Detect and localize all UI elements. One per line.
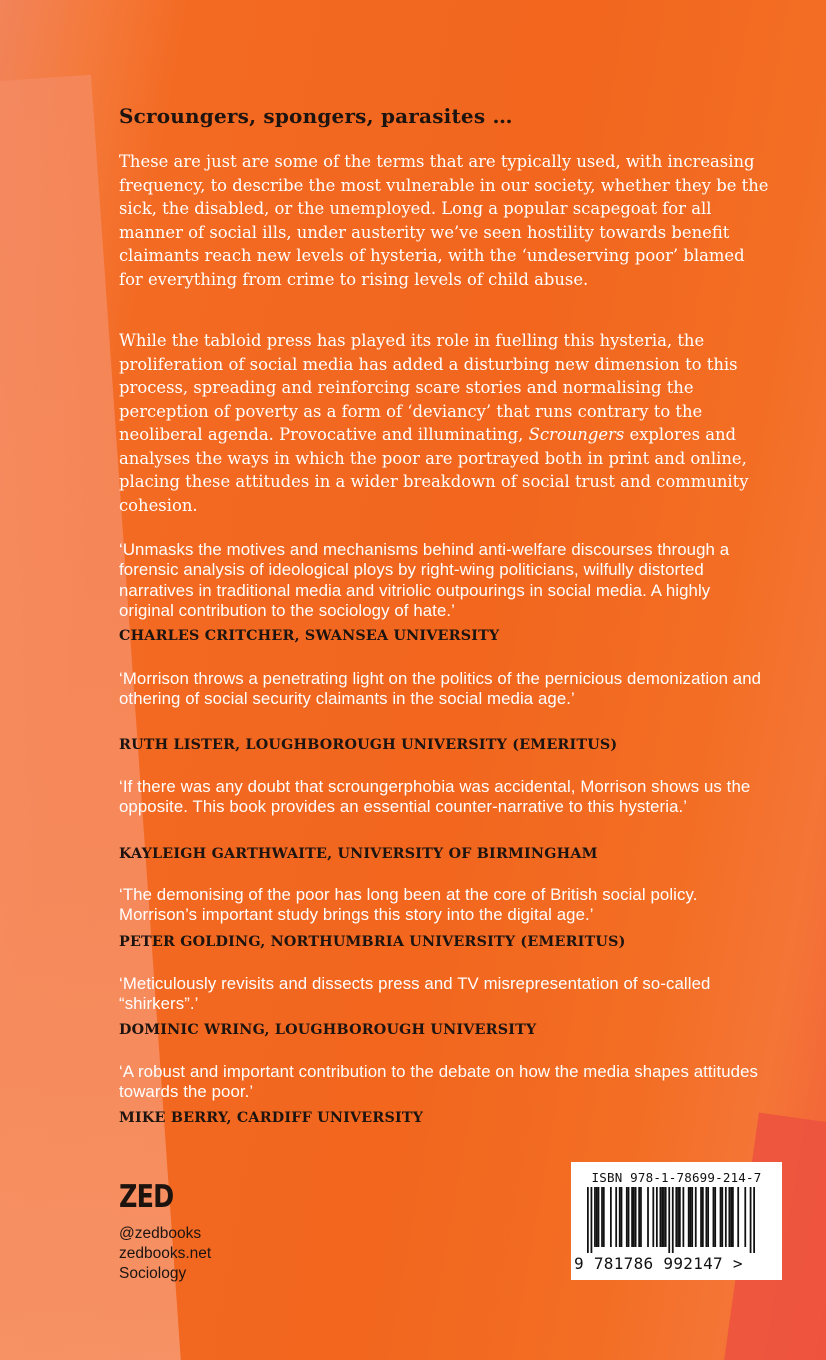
barcode-bar [702,1187,704,1247]
barcode-bar [677,1187,679,1247]
barcode-bar [725,1187,727,1247]
isbn-label: ISBN 978-1-78699-214-7 [591,1170,762,1185]
endorsement-attribution-5: DOMINIC WRING, LOUGHBOROUGH UNIVERSITY [119,1022,537,1038]
book-category: Sociology [119,1265,187,1282]
barcode-digits: 9 781786 992147 > [574,1254,743,1273]
barcode-bar [707,1187,709,1247]
blurb-paragraph-2-start: While the tabloid press has played its role in fuelling this hysteria, the proliferation of social media has added a disturbing new dimension to this process, spreading and reinforcing scare stories and normalising the perception of poverty as a form of ‘deviancy’ that runs contrary to the neoliberal agenda. Provocative and illuminating, [119,331,738,444]
barcode-bar [753,1187,755,1253]
publisher-handle: @zedbooks [119,1225,202,1242]
barcode-bar [728,1187,730,1247]
barcode-bar [594,1187,596,1247]
book-title-inline: Scroungers [528,425,625,444]
barcode-bar [638,1187,640,1247]
barcode-bar [640,1187,642,1247]
barcode-bar [714,1187,716,1247]
publisher-block [119,1180,211,1284]
blurb-heading: Scroungers, spongers, parasites … [119,104,513,128]
barcode-bar [615,1187,617,1247]
barcode-bar [660,1187,662,1247]
endorsement-quote-5: ‘Meticulously revisits and dissects press and TV misrepresentation of so-called “shirkers”.’ [119,974,711,1014]
barcode-bar [631,1187,633,1247]
barcode-bar [750,1187,752,1253]
barcode-bar [668,1187,670,1253]
endorsement-quote-1: ‘Unmasks the motives and mechanisms behind anti-welfare discourses through a forensic analysis of ideological ploys by right-wing politicians, wilfully distorted narratives in traditional media and vitriolic outpourings in social media. A highly original contribution to the sociology of hate.’ [119,540,730,621]
barcode-bar [619,1187,621,1247]
barcode-bar [591,1187,593,1253]
barcode-bar [656,1187,658,1247]
barcode-bar [682,1187,684,1247]
publisher-website: zedbooks.net [119,1245,212,1262]
barcode-bar [679,1187,681,1247]
barcode-bar [663,1187,665,1247]
barcode-bar [672,1187,674,1253]
endorsement-attribution-1: CHARLES CRITCHER, SWANSEA UNIVERSITY [119,628,500,644]
blurb-paragraph-2 [119,329,769,517]
barcode-bar [730,1187,732,1247]
blurb-paragraph-1: These are just are some of the terms that are typically used, with increasing frequency, to describe the most vulnerable in our society, whether they be the sick, the disabled, or the unemployed. Long a popular scapegoat for all manner of social ills, under austerity we’ve seen hostility towards benefit claimants reach new levels of hysteria, with the ‘undeserving poor’ blamed for everything from crime to rising levels of child abuse. [119,152,769,289]
barcode-bar [705,1187,707,1247]
barcode-bar [652,1187,654,1247]
barcode-bar [601,1187,603,1247]
barcode-bar [587,1187,589,1253]
barcode-bar [720,1187,722,1247]
barcode-bar [713,1187,715,1247]
barcode-bar [635,1187,637,1247]
barcode-bar [675,1187,677,1247]
endorsement-quote-2: ‘Morrison throws a penetrating light on the politics of the pernicious demonization and othering of social security claimants in the social media age.’ [119,669,762,709]
barcode-bar [721,1187,723,1247]
endorsement-quote-4: ‘The demonising of the poor has long been at the core of British social policy. Morrison’s important study brings this story into the digital age.’ [119,885,698,925]
endorsement-attribution-3: KAYLEIGH GARTHWAITE, UNIVERSITY OF BIRMINGHAM [119,846,598,862]
endorsement-quote-6: ‘A robust and important contribution to the debate on how the media shapes attitudes towards the poor.’ [119,1062,759,1102]
barcode-bar [598,1187,600,1247]
barcode-panel [571,1162,782,1280]
barcode-bar [621,1187,623,1247]
endorsement-attribution-6: MIKE BERRY, CARDIFF UNIVERSITY [119,1110,424,1126]
barcode-bar [633,1187,635,1247]
barcode-bar [603,1187,605,1247]
barcode-bar [647,1187,649,1247]
barcode-bar [695,1187,697,1247]
barcode-bar [744,1187,746,1247]
zed-logo: ZED [119,1179,174,1215]
barcode-bar [732,1187,734,1247]
endorsement-attribution-4: PETER GOLDING, NORTHUMBRIA UNIVERSITY (EMERITUS) [119,934,626,950]
barcode-bar [691,1187,693,1247]
barcode-bar [737,1187,739,1247]
endorsement-quote-3: ‘If there was any doubt that scroungerphobia was accidental, Morrison shows us the opposite. This book provides an essential counter-narrative to this hysteria.’ [119,777,751,817]
barcode-bar [610,1187,612,1247]
barcode-bar [690,1187,692,1247]
barcode-bar [688,1187,690,1247]
blurb-paragraph-2-end: explores and analyses the ways in which the poor are portrayed both in print and online, placing these attitudes in a wider breakdown of social trust and community cohesion. [119,425,749,515]
barcode-bar [596,1187,598,1247]
barcode-bar [661,1187,663,1247]
endorsement-attribution-2: RUTH LISTER, LOUGHBOROUGH UNIVERSITY (EMERITUS) [119,737,618,753]
barcode-bar [665,1187,667,1247]
barcode-bar [628,1187,630,1247]
barcode-bar [626,1187,628,1247]
barcode-icon [587,1187,755,1253]
barcode-bar [700,1187,702,1247]
